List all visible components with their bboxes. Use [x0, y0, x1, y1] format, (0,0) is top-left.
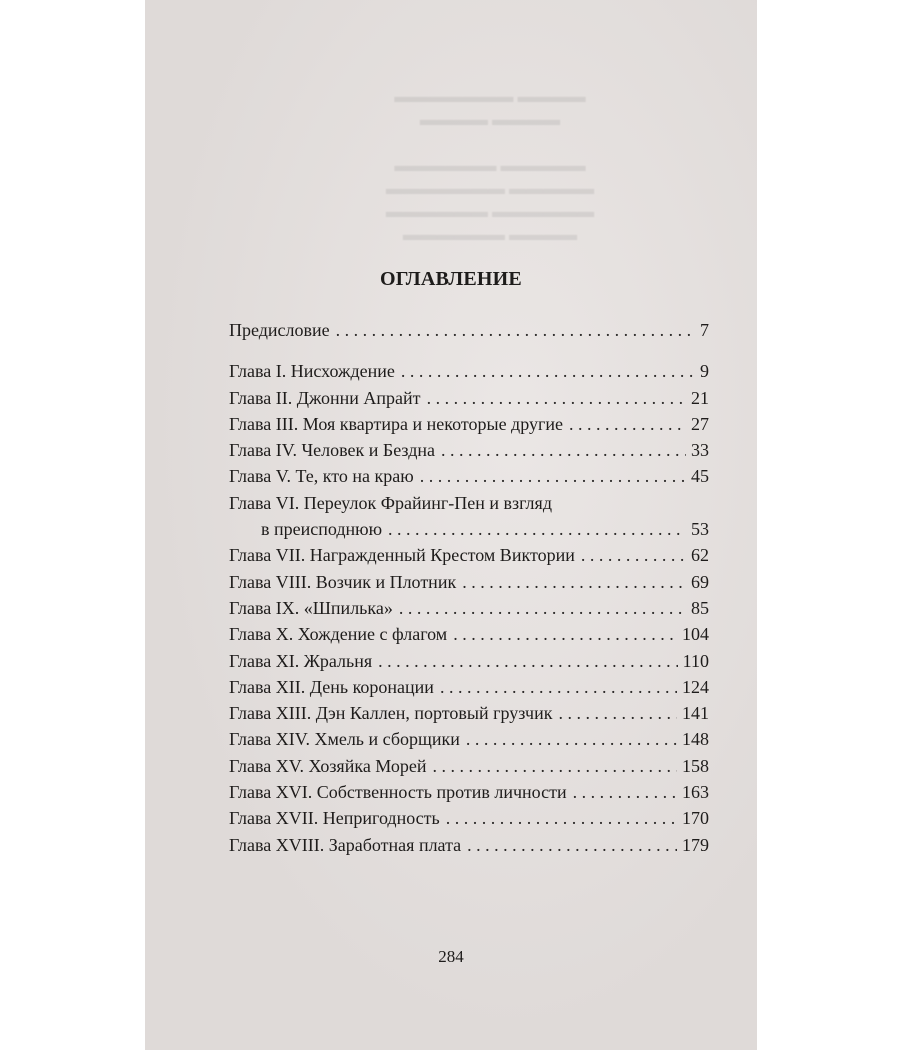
toc-entry-page: 62 — [691, 545, 709, 566]
leader-dots — [388, 519, 686, 540]
toc-entry-page: 85 — [691, 597, 709, 618]
leader-dots — [427, 388, 686, 409]
toc-entry-page: 179 — [682, 834, 709, 855]
toc-entry-page: 69 — [691, 571, 709, 592]
toc-entry-chapter-8[interactable] — [229, 572, 709, 598]
page-number: 284 — [438, 947, 464, 966]
toc-entry-label: Глава V. Те, кто на краю — [229, 466, 414, 487]
toc-entry-chapter-14[interactable] — [229, 729, 709, 755]
leader-dots — [441, 440, 686, 461]
toc-entry-label: Глава IX. «Шпилька» — [229, 597, 393, 618]
toc-entry-page: 124 — [682, 676, 709, 697]
toc-entry-chapter-6[interactable] — [229, 493, 709, 519]
leader-dots — [462, 572, 686, 593]
toc-entry-chapter-13[interactable] — [229, 703, 709, 729]
leader-dots — [399, 598, 686, 619]
toc-entry-label: Глава X. Хождение с флагом — [229, 624, 448, 645]
toc-entry-chapter-6-continuation[interactable] — [229, 519, 709, 545]
toc-entry-chapter-4[interactable] — [229, 440, 709, 466]
toc-entry-chapter-15[interactable] — [229, 756, 709, 782]
toc-entry-page: 104 — [682, 624, 709, 645]
leader-dots — [453, 624, 677, 645]
leader-dots — [432, 756, 677, 777]
toc-entry-label: Глава XIV. Хмель и сборщики — [229, 729, 460, 750]
leader-dots — [466, 729, 677, 750]
leader-dots — [336, 320, 695, 341]
table-of-contents — [229, 320, 709, 861]
leader-dots — [420, 466, 686, 487]
toc-entry-chapter-16[interactable] — [229, 782, 709, 808]
toc-entry-chapter-3[interactable] — [229, 414, 709, 440]
toc-entry-chapter-9[interactable] — [229, 598, 709, 624]
leader-dots — [401, 361, 695, 382]
toc-entry-page: 53 — [691, 519, 709, 540]
toc-entry-chapter-12[interactable] — [229, 677, 709, 703]
toc-entry-page: 170 — [682, 808, 709, 829]
toc-entry-page: 110 — [682, 650, 709, 671]
leader-dots — [569, 414, 686, 435]
show-through-text: ▬▬▬▬ ▬▬▬▬▬▬▬ ▬▬▬▬ ▬▬▬▬ ▬▬▬▬▬ ▬▬▬▬▬▬ ▬▬▬▬▬ ▬▬▬▬▬▬▬ ▬▬▬▬▬▬ ▬▬▬▬▬▬ ▬▬▬▬ ▬▬▬▬▬▬ — [385, 87, 595, 244]
toc-entry-label: Глава I. Нисхождение — [229, 361, 395, 382]
toc-entry-page: 45 — [691, 466, 709, 487]
leader-dots — [440, 677, 677, 698]
toc-entry-page: 163 — [682, 782, 709, 803]
toc-entry-chapter-1[interactable] — [229, 361, 709, 387]
toc-entry-label: Глава XV. Хозяйка Морей — [229, 755, 427, 776]
toc-entry-label: Глава IV. Человек и Бездна — [229, 440, 435, 461]
toc-entry-chapter-7[interactable] — [229, 545, 709, 571]
toc-entry-label: Предисловие — [229, 320, 330, 340]
toc-entry-label: Глава XII. День коронации — [229, 676, 434, 697]
toc-entry-label: Глава XVIII. Заработная плата — [229, 834, 462, 855]
leader-dots — [573, 782, 677, 803]
toc-entry-page: 9 — [700, 361, 709, 382]
toc-entry-label: Глава VIII. Возчик и Плотник — [229, 571, 457, 592]
toc-entry-chapter-18[interactable] — [229, 835, 709, 861]
toc-entry-chapter-2[interactable] — [229, 388, 709, 414]
toc-entry-label: Глава XVI. Собственность против личности — [229, 782, 567, 803]
toc-entry-chapter-5[interactable] — [229, 466, 709, 492]
toc-title: ОГЛАВЛЕНИЕ — [380, 268, 522, 290]
toc-entry-chapter-17[interactable] — [229, 808, 709, 834]
toc-entry-preface[interactable] — [229, 320, 709, 346]
book-page — [145, 0, 757, 1050]
toc-entry-page: 158 — [682, 755, 709, 776]
toc-entry-chapter-10[interactable] — [229, 624, 709, 650]
toc-entry-label-continuation: в преисподнюю — [261, 519, 383, 540]
toc-entry-label: Глава II. Джонни Апрайт — [229, 387, 421, 408]
toc-entry-page: 27 — [691, 413, 709, 434]
toc-entry-page: 141 — [682, 703, 709, 724]
toc-entry-chapter-11[interactable] — [229, 651, 709, 677]
toc-entry-page: 7 — [700, 320, 709, 340]
toc-entry-label: Глава XVII. Непригодность — [229, 808, 440, 829]
leader-dots — [558, 703, 677, 724]
leader-dots — [581, 545, 686, 566]
leader-dots — [467, 835, 677, 856]
toc-entry-page: 148 — [682, 729, 709, 750]
toc-entry-page: 21 — [691, 387, 709, 408]
toc-entry-label: Глава VI. Переулок Фрайинг-Пен и взгляд — [229, 492, 552, 513]
toc-entry-label: Глава III. Моя квартира и некоторые другие — [229, 413, 563, 434]
toc-entry-page: 33 — [691, 440, 709, 461]
toc-entry-label: Глава XIII. Дэн Каллен, портовый грузчик — [229, 703, 553, 724]
leader-dots — [446, 808, 677, 829]
toc-entry-label: Глава VII. Награжденный Крестом Виктории — [229, 545, 575, 566]
toc-entry-label: Глава XI. Жральня — [229, 650, 373, 671]
leader-dots — [378, 651, 678, 672]
